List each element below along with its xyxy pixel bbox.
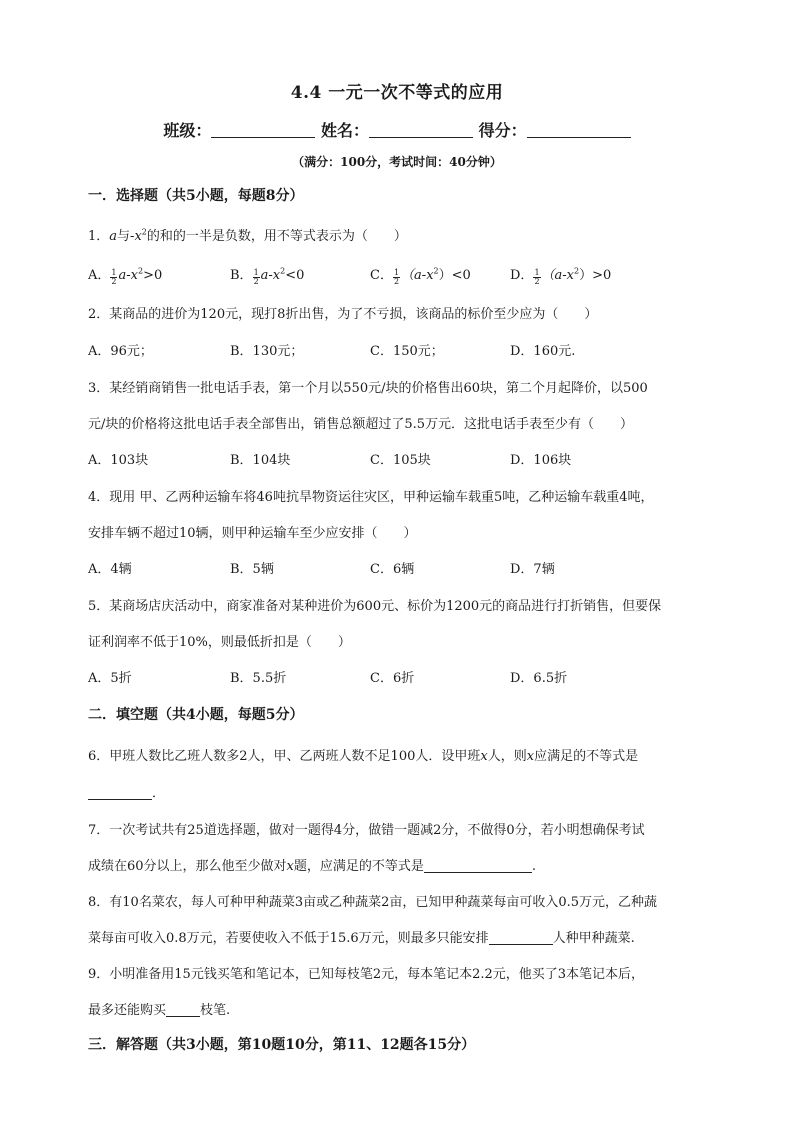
q5-option-a[interactable]: A．5折 [88,671,132,686]
question-8-line-1: 8．有10名菜农，每人可种甲种蔬菜3亩或乙种蔬菜2亩，已知甲种蔬菜每亩可收入0.5万元，乙种蔬 [88,895,658,910]
q8-answer-blank[interactable] [489,931,553,945]
q4-option-d[interactable]: D．7辆 [510,562,555,577]
exponent: 2 [280,266,286,276]
q2-option-b[interactable]: B．130元； [230,344,304,359]
q3-option-b[interactable]: B．104块 [230,453,291,468]
fraction-numerator: 1 [253,268,259,277]
q3-option-a[interactable]: A．103块 [88,453,149,468]
q9-text-b: 枝笔. [200,1003,231,1018]
question-5-line-1: 5．某商场店庆活动中，商家准备对某种进价为600元、标价为1200元的商品进行打折销售，但要保 [88,599,662,614]
class-blank [211,123,315,138]
q5-option-d[interactable]: D．6.5折 [510,671,568,686]
q4-option-c[interactable]: C．6辆 [370,562,415,577]
name-blank [369,123,473,138]
fraction [110,269,117,286]
q1-var-x: x [134,229,142,244]
question-2: 2．某商品的进价为120元，现打8折出售，为了不亏损，该商品的标价至少应为（ ） [88,307,598,322]
q8-text-a: 菜每亩可收入0.8万元，若要使收入不低于15.6万元，则最多只能安排 [88,931,489,946]
section-choice-heading: 一．选择题（共5小题，每题8分） [88,188,304,204]
question-4-line-2: 安排车辆不超过10辆，则甲种运输车至少应安排（ ） [88,526,417,541]
q1-exponent: 2 [141,227,147,237]
q6-text-a: 6．甲班人数比乙班人数多2人，甲、乙两班人数不足100人．设甲班 [88,749,481,764]
option-expression: a-x [260,268,281,283]
option-tail: <0 [285,268,305,283]
question-5-options [88,667,708,685]
q7-tail: . [531,859,537,874]
fraction-denominator: 2 [253,277,259,286]
q1-option-a[interactable] [88,264,162,286]
q7-answer-blank[interactable] [424,859,532,873]
q6-tail: ． [152,786,166,801]
option-expression: （a-x [401,268,434,283]
option-tail: ）<0 [438,268,471,283]
fraction-numerator: 1 [534,268,540,277]
q4-option-b[interactable]: B．5辆 [230,562,274,577]
q3-option-c[interactable]: C．105块 [370,453,431,468]
q1-number: 1． [88,229,110,244]
q9-text-a: 最多还能购买 [88,1003,167,1018]
question-6-line-2 [88,782,708,801]
section-fill-heading: 二．填空题（共4小题，每题5分） [88,707,304,723]
fraction-numerator: 1 [393,268,400,277]
q6-answer-blank[interactable] [88,786,152,800]
q1-option-d[interactable] [510,264,611,286]
q6-var: x [480,749,488,764]
q3-option-d[interactable]: D．106块 [510,453,572,468]
option-label: A． [88,268,111,283]
option-tail: >0 [143,268,163,283]
question-9-line-2 [88,999,708,1018]
question-5-line-2: 证利润率不低于10%，则最低折扣是（ ） [88,635,351,650]
exponent: 2 [433,266,439,276]
question-9-line-1: 9．小明准备用15元钱买笔和笔记本，已知每枝笔2元，每本笔记本2.2元，他买了3本笔记本后， [88,967,645,982]
q1-var-a: a [109,229,118,244]
exam-note: （满分：100分，考试时间：40分钟） [292,155,502,169]
section-solve-heading: 三．解答题（共3小题，第10题10分，第11、12题各15分） [88,1037,476,1053]
score-blank [527,123,631,138]
question-4-options [88,558,708,576]
question-7-line-1: 7．一次考试共有25道选择题，做对一题得4分，做错一题减2分，不做得0分，若小明想确保考试 [88,823,645,838]
exponent: 2 [574,266,580,276]
q7-var: x [286,859,294,874]
student-info-line [0,118,794,141]
page-title: 4.4 一元一次不等式的应用 [290,83,504,103]
q5-option-b[interactable]: B．5.5折 [230,671,287,686]
fraction-denominator: 2 [111,277,117,286]
fraction-numerator: 1 [111,268,117,277]
fraction [533,269,540,286]
q6-var-2: x [526,749,535,764]
option-expression: a-x [118,268,138,283]
q6-text-c: 应满足的不等式是 [534,749,639,764]
fraction [393,269,400,286]
q7-text-b: 题，应满足的不等式是 [293,859,424,874]
q1-text-b: 与- [117,229,135,244]
fraction [253,269,260,286]
option-label: C． [370,268,393,283]
question-3-line-1: 3．某经销商销售一批电话手表，第一个月以550元/块的价格售出60块，第二个月起降价，以500 [88,381,648,396]
q1-text-c: 的和的一半是负数，用不等式表示为（ ） [146,229,407,244]
q5-option-c[interactable]: C．6折 [370,671,415,686]
option-expression: （a-x [541,268,575,283]
fraction-denominator: 2 [534,277,540,286]
q1-option-b[interactable] [230,264,304,286]
name-label: 姓名： [320,121,369,140]
q8-text-b: 人种甲种蔬菜. [552,931,635,946]
q9-answer-blank[interactable] [166,1003,200,1017]
q2-option-a[interactable]: A．96元； [88,344,153,359]
question-4-line-1: 4．现用 甲、乙两种运输车将46吨抗旱物资运往灾区，甲种运输车载重5吨，乙种运输车载重4吨， [88,490,654,505]
option-tail: ）>0 [579,268,612,283]
score-label: 得分： [478,121,527,140]
question-3-options [88,449,708,467]
option-label: B． [230,268,253,283]
q2-option-c[interactable]: C．150元； [370,344,444,359]
q4-option-a[interactable]: A．4辆 [88,562,132,577]
question-8-line-2 [88,927,708,946]
q1-option-c[interactable] [370,264,471,286]
question-7-line-2 [88,855,708,874]
q6-text-b: 人，则 [487,749,527,764]
question-2-options [88,340,708,358]
q2-option-d[interactable]: D．160元. [510,344,576,359]
question-3-line-2: 元/块的价格将这批电话手表全部售出，销售总额超过了5.5万元．这批电话手表至少有（ ） [88,417,634,432]
question-6-line-1 [88,745,708,764]
fraction-denominator: 2 [393,277,400,286]
class-label: 班级： [163,121,212,140]
q7-text-a: 成绩在60分以上，那么他至少做对 [88,859,287,874]
exponent: 2 [137,266,144,276]
option-label: D． [510,268,534,283]
question-1 [88,225,708,244]
question-1-options [88,264,708,286]
